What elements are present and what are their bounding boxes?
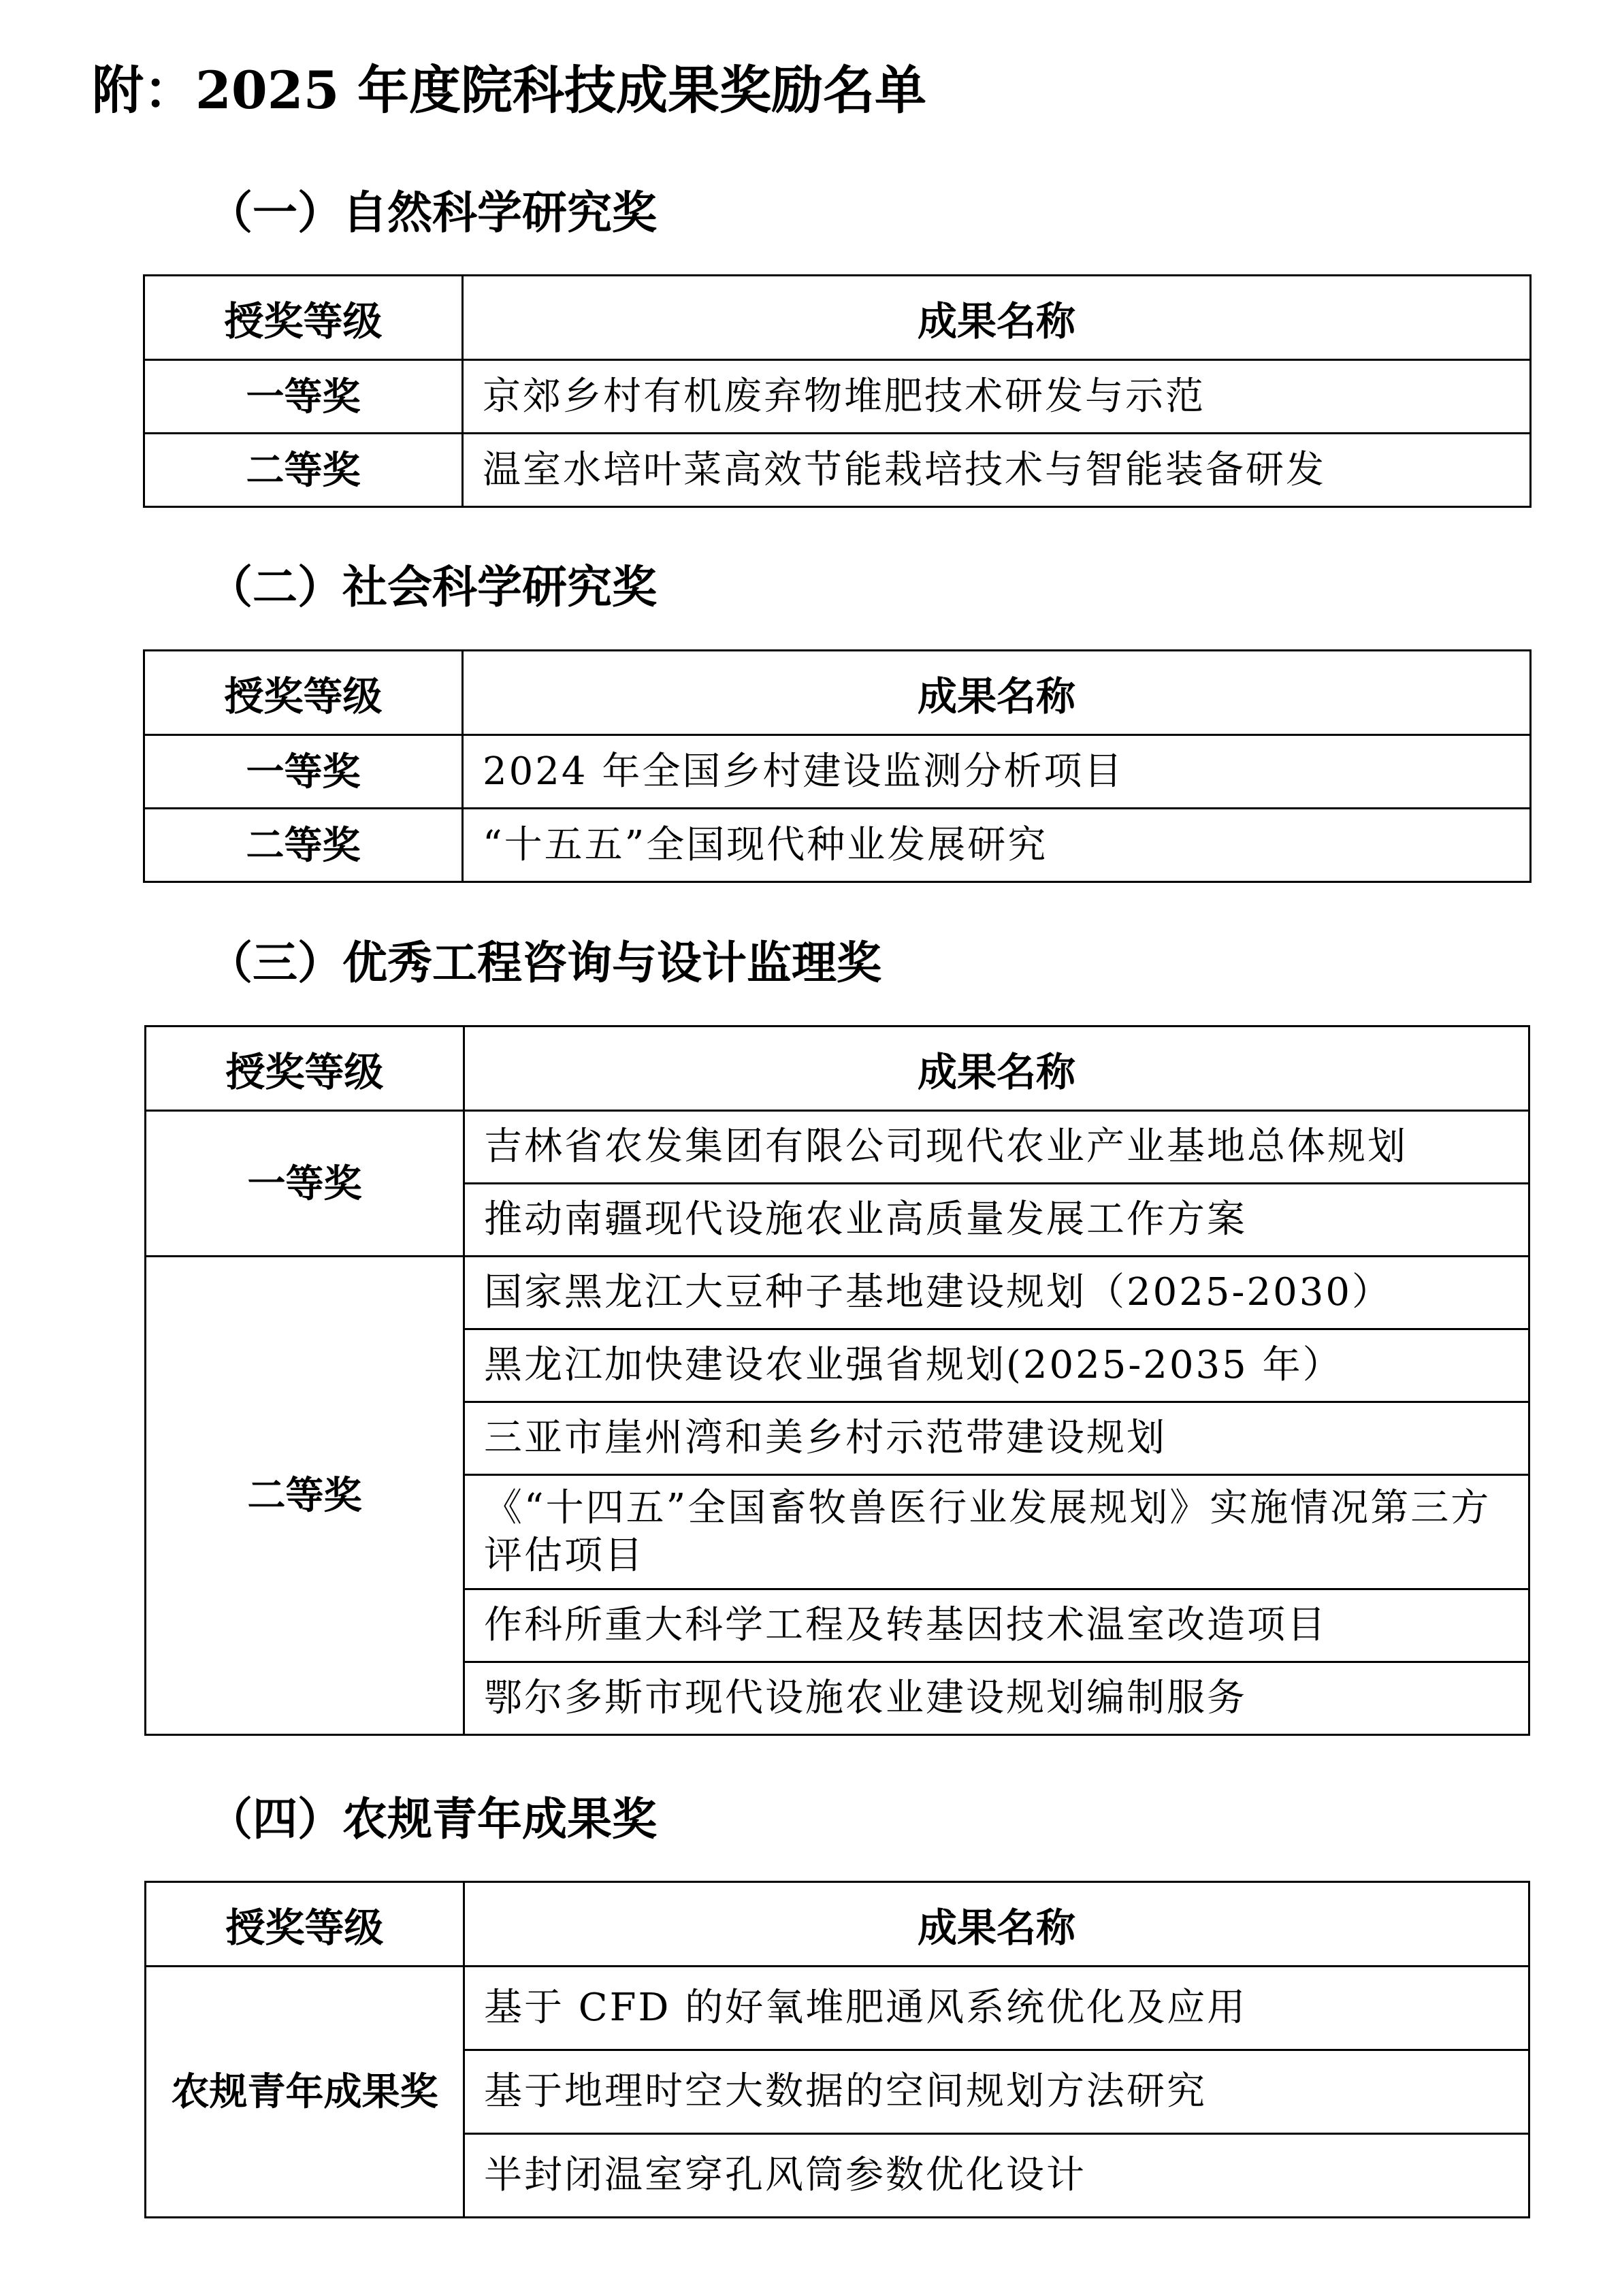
award-level-cell: 二等奖 bbox=[146, 1257, 464, 1735]
table-header-row bbox=[146, 1026, 1529, 1111]
award-level-cell: 一等奖 bbox=[144, 735, 463, 809]
table-row bbox=[144, 360, 1531, 434]
award-level-cell: 二等奖 bbox=[144, 809, 463, 882]
column-header-level: 授奖等级 bbox=[146, 1026, 464, 1111]
achievement-name-cell: 半封闭温室穿孔风筒参数优化设计 bbox=[464, 2134, 1529, 2218]
achievement-name-cell: 鄂尔多斯市现代设施农业建设规划编制服务 bbox=[464, 1662, 1529, 1735]
award-level-cell: 农规青年成果奖 bbox=[146, 1967, 464, 2218]
award-table-youth-achievement bbox=[144, 1881, 1530, 2218]
table-row bbox=[146, 1111, 1529, 1184]
achievement-name-cell: 《“十四五”全国畜牧兽医行业发展规划》实施情况第三方评估项目 bbox=[464, 1475, 1529, 1589]
achievement-name-cell: 基于 CFD 的好氧堆肥通风系统优化及应用 bbox=[464, 1967, 1529, 2050]
table-row bbox=[144, 434, 1531, 507]
award-level-cell: 二等奖 bbox=[144, 434, 463, 507]
section-heading-natural-science: （一）自然科学研究奖 bbox=[208, 186, 657, 239]
achievement-name-cell: 京郊乡村有机废弃物堆肥技术研发与示范 bbox=[463, 360, 1531, 434]
column-header-name: 成果名称 bbox=[463, 276, 1531, 360]
table-row bbox=[144, 735, 1531, 809]
achievement-name-cell: 2024 年全国乡村建设监测分析项目 bbox=[463, 735, 1531, 809]
table-header-row bbox=[146, 1882, 1529, 1967]
table-row bbox=[146, 1257, 1529, 1329]
table-header-row bbox=[144, 651, 1531, 735]
award-table-social-science bbox=[143, 649, 1532, 883]
achievement-name-cell: 黑龙江加快建设农业强省规划(2025-2035 年） bbox=[464, 1329, 1529, 1402]
award-table-engineering-consulting bbox=[144, 1025, 1530, 1736]
award-table-natural-science bbox=[143, 274, 1532, 508]
column-header-name: 成果名称 bbox=[464, 1026, 1529, 1111]
column-header-name: 成果名称 bbox=[464, 1882, 1529, 1967]
table-header-row bbox=[144, 276, 1531, 360]
table-row bbox=[146, 1967, 1529, 2050]
achievement-name-cell: 作科所重大科学工程及转基因技术温室改造项目 bbox=[464, 1589, 1529, 1662]
section-heading-social-science: （二）社会科学研究奖 bbox=[208, 560, 657, 613]
column-header-level: 授奖等级 bbox=[146, 1882, 464, 1967]
achievement-name-cell: 基于地理时空大数据的空间规划方法研究 bbox=[464, 2050, 1529, 2134]
award-level-cell: 一等奖 bbox=[146, 1111, 464, 1257]
column-header-name: 成果名称 bbox=[463, 651, 1531, 735]
page-title: 附：2025 年度院科技成果奖励名单 bbox=[92, 60, 926, 120]
achievement-name-cell: 三亚市崖州湾和美乡村示范带建设规划 bbox=[464, 1402, 1529, 1475]
achievement-name-cell: 吉林省农发集团有限公司现代农业产业基地总体规划 bbox=[464, 1111, 1529, 1184]
section-heading-youth-achievement: （四）农规青年成果奖 bbox=[208, 1792, 657, 1845]
achievement-name-cell: 国家黑龙江大豆种子基地建设规划（2025-2030） bbox=[464, 1257, 1529, 1329]
column-header-level: 授奖等级 bbox=[144, 651, 463, 735]
award-level-cell: 一等奖 bbox=[144, 360, 463, 434]
section-heading-engineering-consulting: （三）优秀工程咨询与设计监理奖 bbox=[208, 936, 881, 989]
column-header-level: 授奖等级 bbox=[144, 276, 463, 360]
achievement-name-cell: “十五五”全国现代种业发展研究 bbox=[463, 809, 1531, 882]
achievement-name-cell: 推动南疆现代设施农业高质量发展工作方案 bbox=[464, 1184, 1529, 1257]
achievement-name-cell: 温室水培叶菜高效节能栽培技术与智能装备研发 bbox=[463, 434, 1531, 507]
table-row bbox=[144, 809, 1531, 882]
